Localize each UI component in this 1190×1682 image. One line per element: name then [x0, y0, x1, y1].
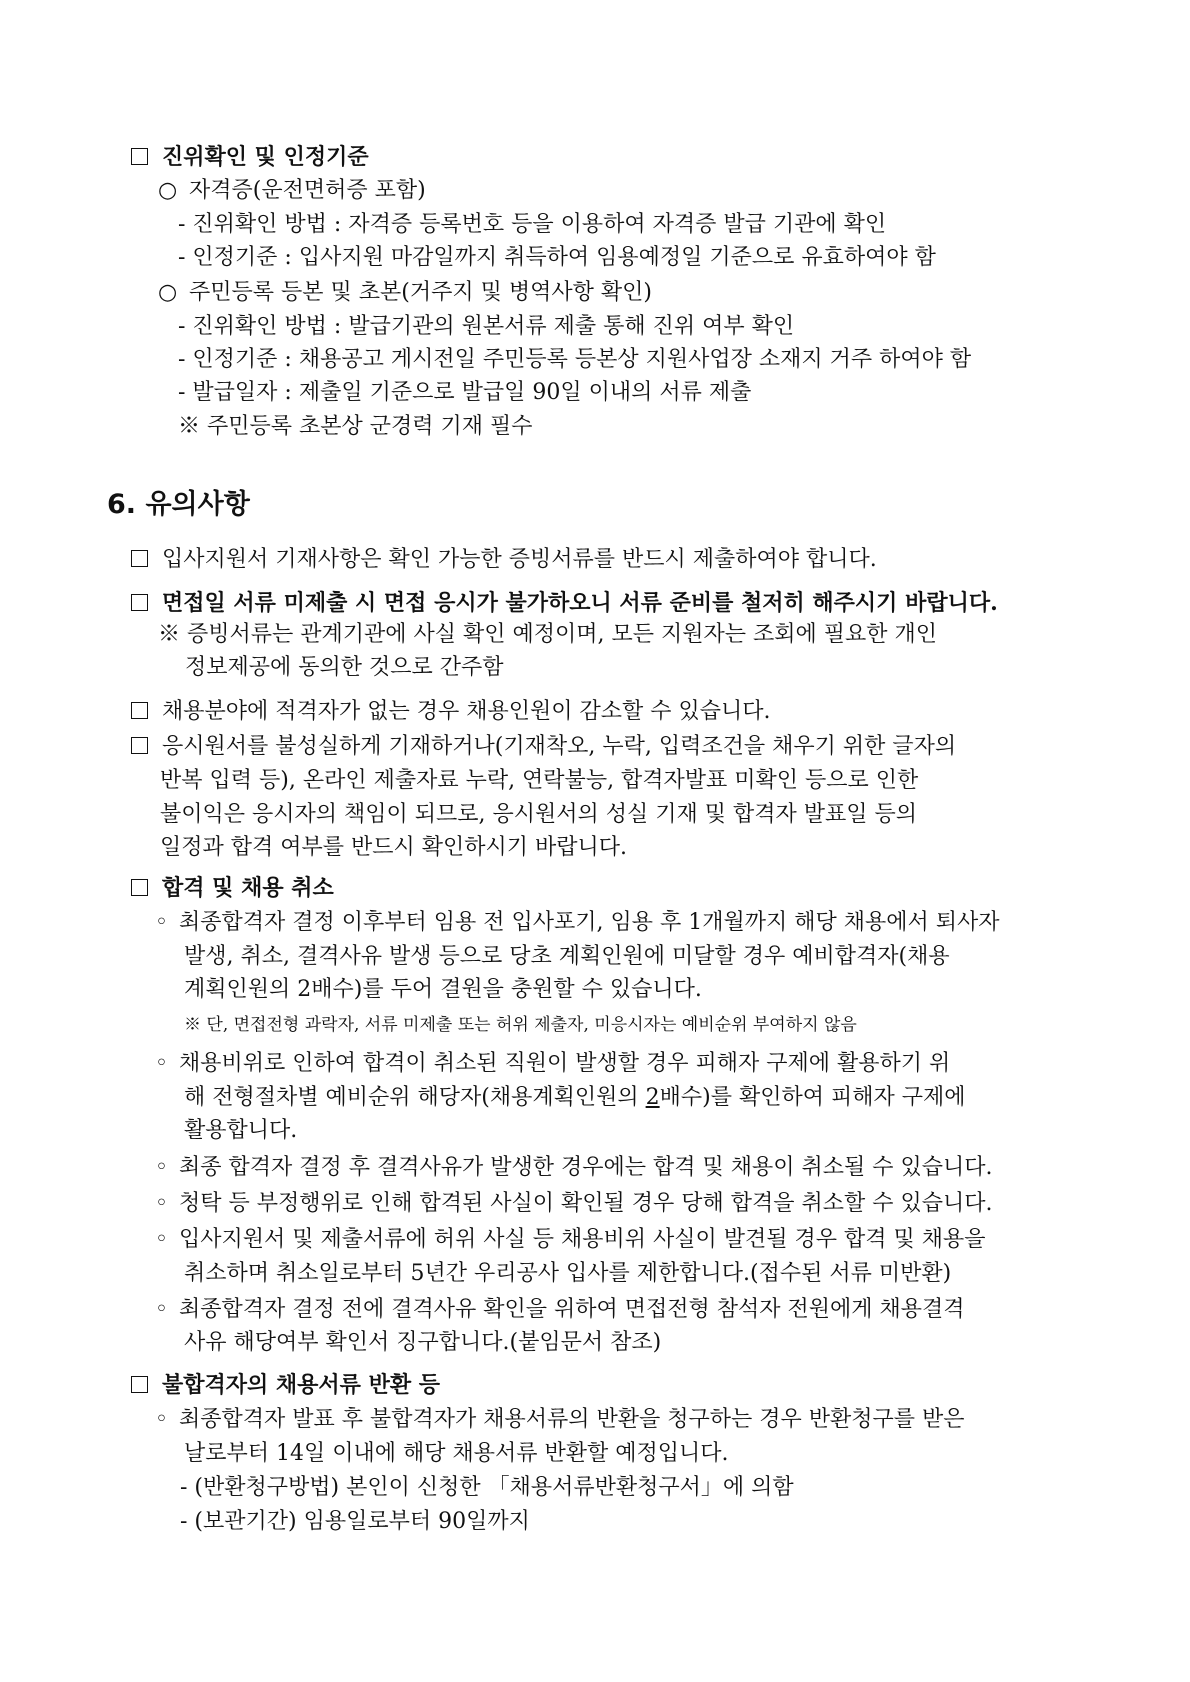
- notice-paragraph: 응시원서를 불성실하게 기재하거나(기재착오, 누락, 입력조건을 채우기 위한 글자의: [131, 732, 956, 762]
- section-heading: 6. 유의사항: [107, 489, 250, 520]
- circle-bullet-icon: ○: [158, 178, 178, 203]
- small-circle-bullet-icon: ◦: [155, 1227, 168, 1252]
- resident-title: ○ 주민등록 등본 및 초본(거주지 및 병역사항 확인): [158, 278, 652, 308]
- license-item: - 인정기준 : 입사지원 마감일까지 취득하여 임용예정일 기준으로 유효하여야 함: [178, 245, 936, 270]
- circle-bullet-icon: ○: [158, 280, 178, 305]
- resident-note: ※ 주민등록 초본상 군경력 기재 필수: [178, 414, 533, 439]
- small-circle-bullet-icon: ◦: [155, 1051, 168, 1076]
- cancel-bullet-cont: 발생, 취소, 결격사유 발생 등으로 당초 계획인원에 미달할 경우 예비합격자(채용: [184, 944, 950, 969]
- checkbox-square-icon: [131, 702, 148, 719]
- resident-item: - 발급일자 : 제출일 기준으로 발급일 90일 이내의 서류 제출: [178, 380, 752, 405]
- cancel-bullet-cont: 취소하며 취소일로부터 5년간 우리공사 입사를 제한합니다.(접수된 서류 미반환): [184, 1261, 952, 1286]
- notice-paragraph-cont: 반복 입력 등), 온라인 제출자료 누락, 연락불능, 합격자발표 미확인 등으로 인한: [160, 768, 919, 793]
- resident-item: - 인정기준 : 채용공고 게시전일 주민등록 등본상 지원사업장 소재지 거주 하여야 함: [178, 347, 972, 372]
- return-heading: 불합격자의 채용서류 반환 등: [131, 1370, 440, 1400]
- checkbox-square-icon: [131, 737, 148, 754]
- return-bullet-cont: 날로부터 14일 이내에 해당 채용서류 반환할 예정입니다.: [184, 1441, 729, 1466]
- checkbox-square-icon: [131, 148, 148, 165]
- notice-paragraph-cont: 불이익은 응시자의 책임이 되므로, 응시원서의 성실 기재 및 합격자 발표일 등의: [160, 802, 917, 827]
- cancel-heading: 합격 및 채용 취소: [131, 873, 334, 903]
- notice-note: 정보제공에 동의한 것으로 간주함: [185, 655, 504, 680]
- return-item: - (반환청구방법) 본인이 신청한 「채용서류반환청구서」에 의함: [180, 1475, 794, 1500]
- return-item: - (보관기간) 임용일로부터 90일까지: [180, 1509, 530, 1534]
- notice-paragraph-cont: 일정과 합격 여부를 반드시 확인하시기 바랍니다.: [160, 835, 628, 860]
- checkbox-square-icon: [131, 594, 148, 611]
- small-circle-bullet-icon: ◦: [155, 910, 168, 935]
- small-circle-bullet-icon: ◦: [155, 1297, 168, 1322]
- cancel-bullet-cont: 활용합니다.: [184, 1118, 298, 1143]
- notice-paragraph: 채용분야에 적격자가 없는 경우 채용인원이 감소할 수 있습니다.: [131, 697, 771, 727]
- small-circle-bullet-icon: ◦: [155, 1407, 168, 1432]
- small-circle-bullet-icon: ◦: [155, 1191, 168, 1216]
- resident-item: - 진위확인 방법 : 발급기관의 원본서류 제출 통해 진위 여부 확인: [178, 314, 795, 339]
- cancel-bullet: ◦ 채용비위로 인하여 합격이 취소된 직원이 발생할 경우 피해자 구제에 활용하기 위: [155, 1049, 950, 1079]
- verification-heading: 진위확인 및 인정기준: [131, 142, 369, 172]
- cancel-bullet-cont: 계획인원의 2배수)를 두어 결원을 충원할 수 있습니다.: [184, 977, 702, 1002]
- checkbox-square-icon: [131, 879, 148, 896]
- cancel-bullet: ◦ 최종합격자 결정 전에 결격사유 확인을 위하여 면접전형 참석자 전원에게 채용결격: [155, 1295, 965, 1325]
- notice-note: ※ 증빙서류는 관계기관에 사실 확인 예정이며, 모든 지원자는 조회에 필요한 개인: [158, 622, 937, 647]
- checkbox-square-icon: [131, 550, 148, 567]
- cancel-bullet: ◦ 최종합격자 결정 이후부터 임용 전 입사포기, 임용 후 1개월까지 해당 채용에서 퇴사자: [155, 908, 1000, 938]
- notice-paragraph-bold: 면접일 서류 미제출 시 면접 응시가 불가하오니 서류 준비를 철저히 해주시기 바랍니다.: [131, 588, 998, 618]
- cancel-bullet: ◦ 청탁 등 부정행위로 인해 합격된 사실이 확인될 경우 당해 합격을 취소할 수 있습니다.: [155, 1189, 992, 1219]
- license-title: ○ 자격증(운전면허증 포함): [158, 176, 426, 206]
- license-item: - 진위확인 방법 : 자격증 등록번호 등을 이용하여 자격증 발급 기관에 확인: [178, 212, 887, 237]
- notice-paragraph: 입사지원서 기재사항은 확인 가능한 증빙서류를 반드시 제출하여야 합니다.: [131, 545, 877, 575]
- cancel-bullet-cont: 해 전형절차별 예비순위 해당자(채용계획인원의 2배수)를 확인하여 피해자 구제에: [184, 1085, 966, 1110]
- cancel-note: ※ 단, 면접전형 과락자, 서류 미제출 또는 허위 제출자, 미응시자는 예비순위 부여하지 않음: [184, 1015, 857, 1035]
- checkbox-square-icon: [131, 1376, 148, 1393]
- small-circle-bullet-icon: ◦: [155, 1155, 168, 1180]
- cancel-bullet: ◦ 최종 합격자 결정 후 결격사유가 발생한 경우에는 합격 및 채용이 취소될 수 있습니다.: [155, 1153, 992, 1183]
- cancel-bullet-cont: 사유 해당여부 확인서 징구합니다.(붙임문서 참조): [184, 1330, 662, 1355]
- cancel-bullet: ◦ 입사지원서 및 제출서류에 허위 사실 등 채용비위 사실이 발견될 경우 합격 및 채용을: [155, 1225, 986, 1255]
- return-bullet: ◦ 최종합격자 발표 후 불합격자가 채용서류의 반환을 청구하는 경우 반환청구를 받은: [155, 1405, 965, 1435]
